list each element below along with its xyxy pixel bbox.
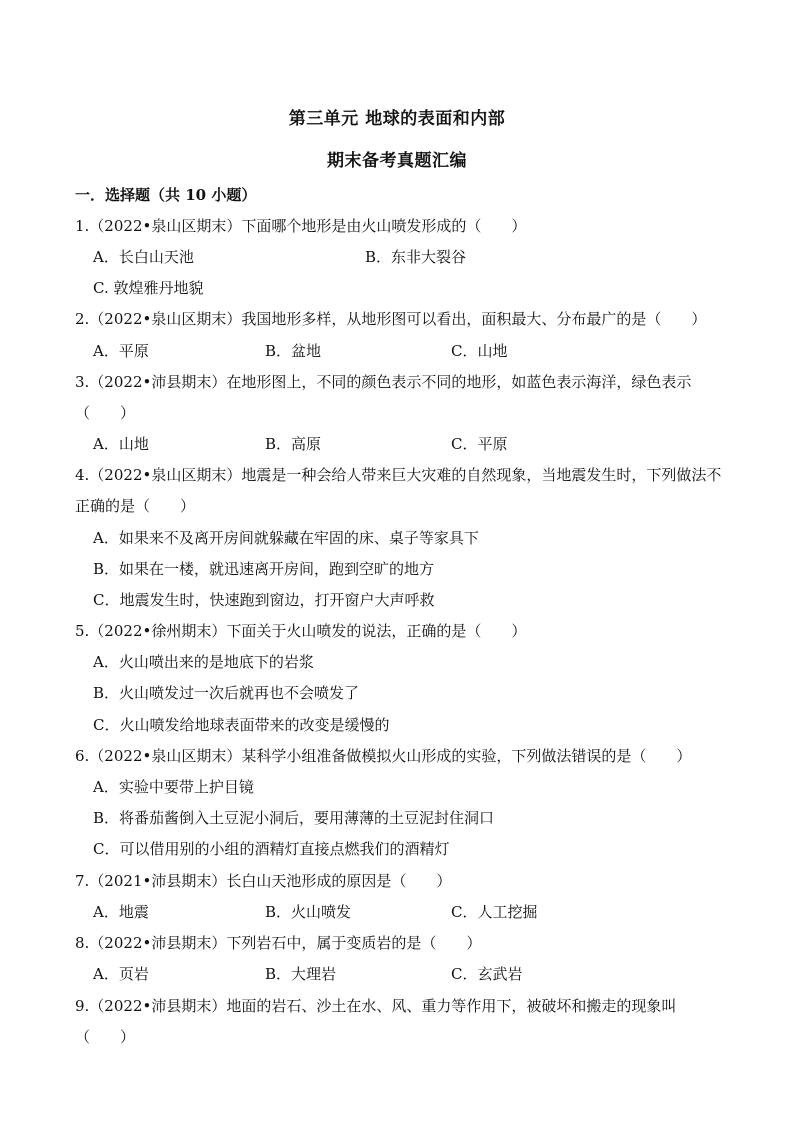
question-8-options — [93, 959, 733, 990]
option-b: B．火山喷发过一次后就再也不会喷发了 — [93, 684, 360, 702]
page-subtitle: 期末备考真题汇编 — [327, 151, 467, 171]
question-1-options — [93, 242, 733, 273]
question-7-options — [93, 897, 733, 928]
option-b: B．东非大裂谷 — [365, 248, 467, 266]
option-c: C．地震发生时，快速跑到窗边，打开窗户大声呼救 — [93, 591, 435, 609]
option-a: A．平原 — [93, 342, 149, 360]
option-a: A．山地 — [93, 435, 149, 453]
question-8: 8.（2022•沛县期末）下列岩石中，属于变质岩的是（ ） — [75, 934, 482, 952]
option-b: B．盆地 — [265, 342, 322, 360]
option-a: A．火山喷出来的是地底下的岩浆 — [93, 653, 314, 671]
page-title: 第三单元 地球的表面和内部 — [288, 109, 506, 129]
option-a: A．长白山天池 — [93, 248, 194, 266]
question-4: 4.（2022•泉山区期末）地震是一种会给人带来巨大灾难的自然现象，当地震发生时，下列做法不正确的是（ ） — [75, 466, 722, 515]
option-a: A．页岩 — [93, 965, 149, 983]
option-b: B．如果在一楼，就迅速离开房间，跑到空旷的地方 — [93, 560, 435, 578]
option-c: C. 敦煌雅丹地貌 — [93, 279, 204, 297]
option-c: C．玄武岩 — [451, 965, 523, 983]
option-a: A．实验中要带上护目镜 — [93, 778, 254, 796]
question-2: 2.（2022•泉山区期末）我国地形多样，从地形图可以看出，面积最大、分布最广的是（ ） — [75, 310, 707, 328]
question-2-options — [93, 336, 733, 367]
question-3-options — [93, 429, 733, 460]
option-b: B．将番茄酱倒入土豆泥小洞后，要用薄薄的土豆泥封住洞口 — [93, 809, 495, 827]
option-c: C．山地 — [451, 342, 508, 360]
question-7: 7.（2021•沛县期末）长白山天池形成的原因是（ ） — [75, 872, 452, 890]
question-6: 6.（2022•泉山区期末）某科学小组准备做模拟火山形成的实验，下列做法错误的是（ ） — [75, 747, 692, 765]
option-b: B．高原 — [265, 435, 322, 453]
option-c: C．人工挖掘 — [451, 903, 538, 921]
option-a: A．如果来不及离开房间就躲藏在牢固的床、桌子等家具下 — [93, 529, 479, 547]
question-5: 5.（2022•徐州期末）下面关于火山喷发的说法，正确的是（ ） — [75, 622, 527, 640]
section-heading: 一．选择题（共 10 小题） — [75, 186, 257, 204]
question-3: 3.（2022•沛县期末）在地形图上，不同的颜色表示不同的地形，如蓝色表示海洋，绿色表示（ ） — [75, 373, 692, 422]
question-9: 9.（2022•沛县期末）地面的岩石、沙土在水、风、重力等作用下，被破坏和搬走的现象叫（ ） — [75, 997, 677, 1046]
option-c: C．火山喷发给地球表面带来的改变是缓慢的 — [93, 716, 390, 734]
option-b: B．火山喷发 — [265, 903, 352, 921]
option-a: A．地震 — [93, 903, 149, 921]
option-b: B．大理岩 — [265, 965, 337, 983]
option-c: C．平原 — [451, 435, 508, 453]
question-1: 1.（2022•泉山区期末）下面哪个地形是由火山喷发形成的（ ） — [75, 217, 527, 235]
option-c: C．可以借用别的小组的酒精灯直接点燃我们的酒精灯 — [93, 840, 450, 858]
